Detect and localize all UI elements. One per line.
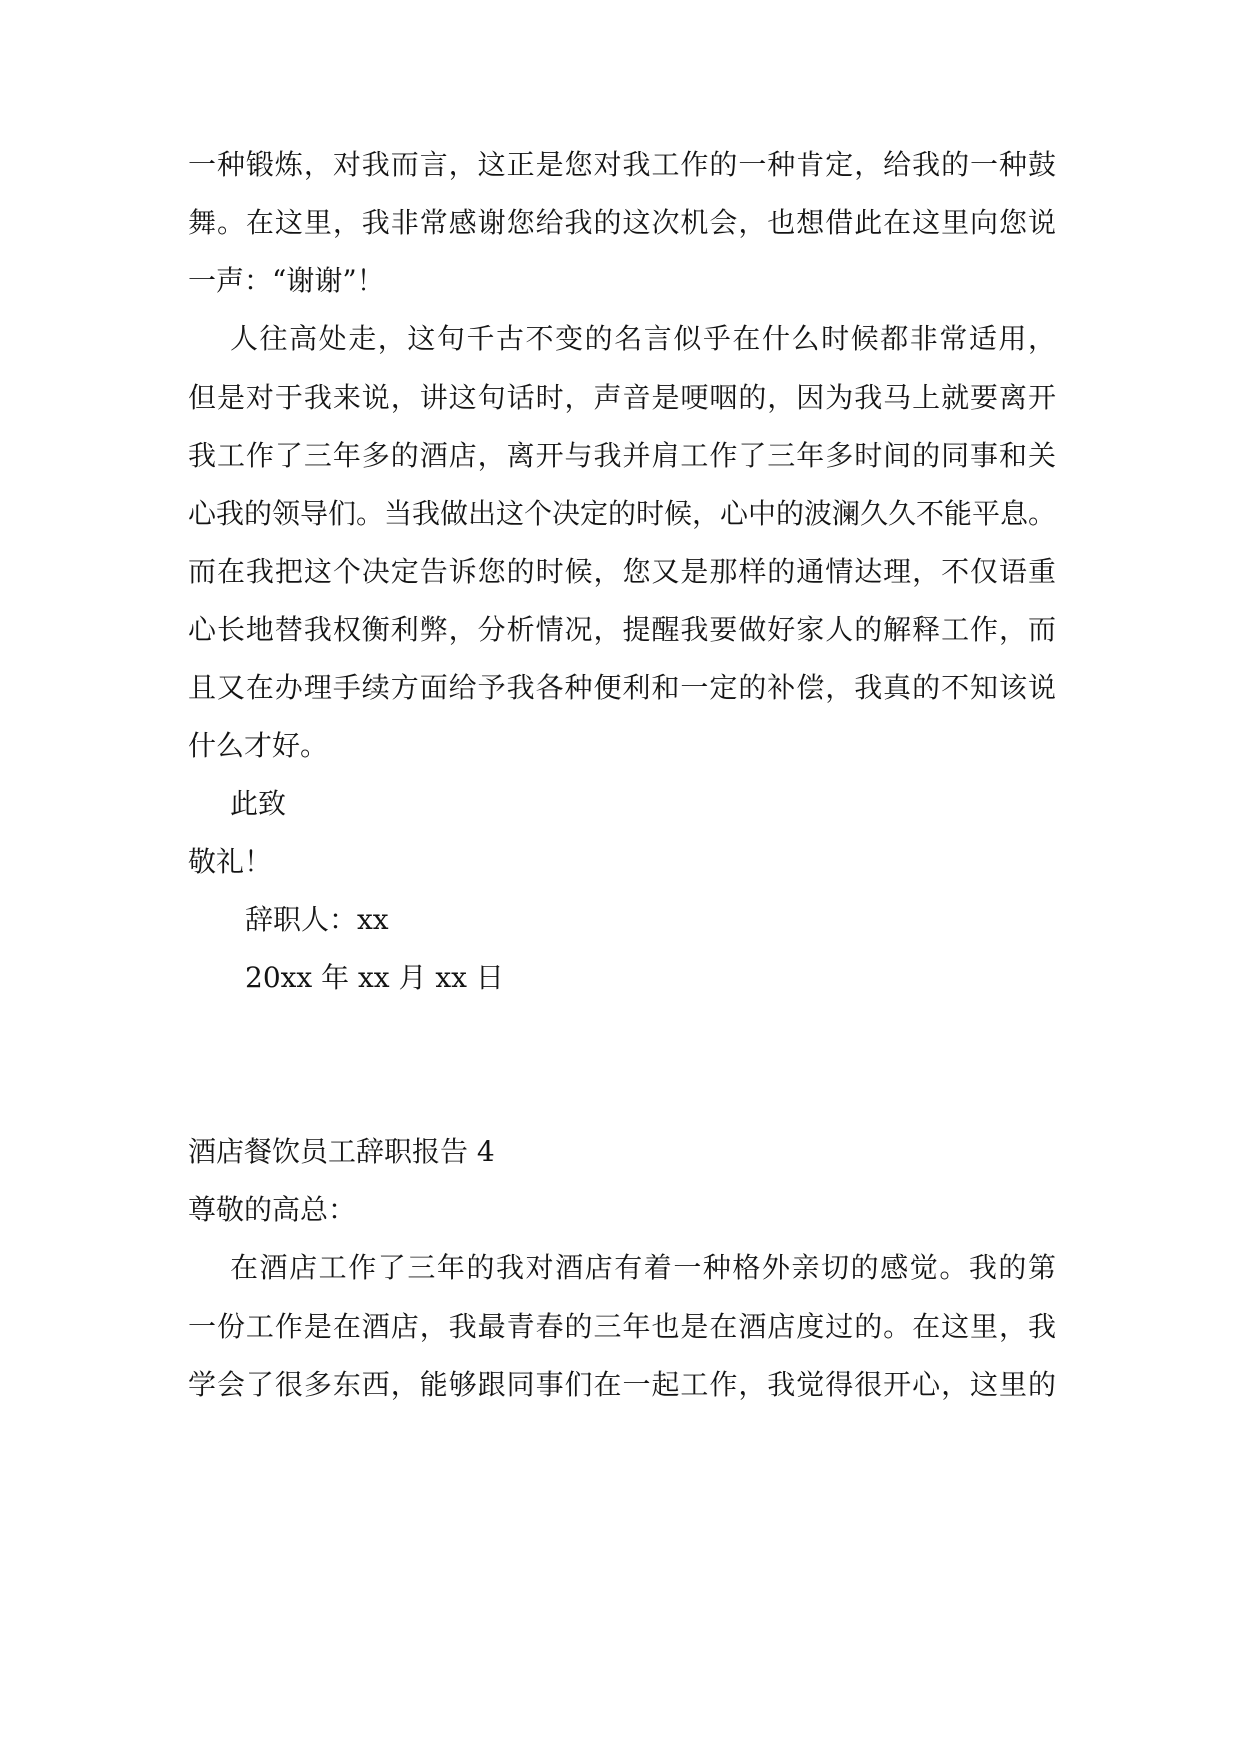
date-line: 20xx 年 xx 月 xx 日 — [245, 961, 504, 994]
closing-line: 此致 — [230, 787, 287, 820]
paragraph-line: 但是对于我来说，讲这句话时，声音是哽咽的，因为我马上就要离开 — [188, 381, 1056, 414]
paragraph-line: 心长地替我权衡利弊，分析情况，提醒我要做好家人的解释工作，而 — [188, 613, 1056, 646]
paragraph-line: 学会了很多东西，能够跟同事们在一起工作，我觉得很开心，这里的 — [188, 1368, 1056, 1401]
paragraph-line: 舞。在这里，我非常感谢您给我的这次机会，也想借此在这里向您说 — [188, 206, 1056, 239]
paragraph-line: 而在我把这个决定告诉您的时候，您又是那样的通情达理，不仅语重 — [188, 555, 1056, 588]
paragraph-line: 一份工作是在酒店，我最青春的三年也是在酒店度过的。在这里，我 — [188, 1310, 1056, 1343]
section-title: 酒店餐饮员工辞职报告 4 — [188, 1135, 495, 1168]
paragraph-line: 我工作了三年多的酒店，离开与我并肩工作了三年多时间的同事和关 — [188, 439, 1056, 472]
paragraph-line: 心我的领导们。当我做出这个决定的时候，心中的波澜久久不能平息。 — [188, 497, 1056, 530]
paragraph-line: 一声：“谢谢”！ — [188, 264, 385, 297]
salutation-line: 敬礼！ — [188, 845, 273, 878]
paragraph-line: 且又在办理手续方面给予我各种便利和一定的补偿，我真的不知该说 — [188, 671, 1056, 704]
addressee-line: 尊敬的高总： — [188, 1193, 357, 1226]
paragraph-line: 在酒店工作了三年的我对酒店有着一种格外亲切的感觉。我的第 — [230, 1251, 1056, 1284]
paragraph-line: 一种锻炼，对我而言，这正是您对我工作的一种肯定，给我的一种鼓 — [188, 148, 1056, 181]
paragraph-line: 什么才好。 — [188, 729, 329, 762]
paragraph-line: 人往高处走，这句千古不变的名言似乎在什么时候都非常适用， — [230, 322, 1056, 355]
signer-line: 辞职人：xx — [245, 903, 389, 936]
